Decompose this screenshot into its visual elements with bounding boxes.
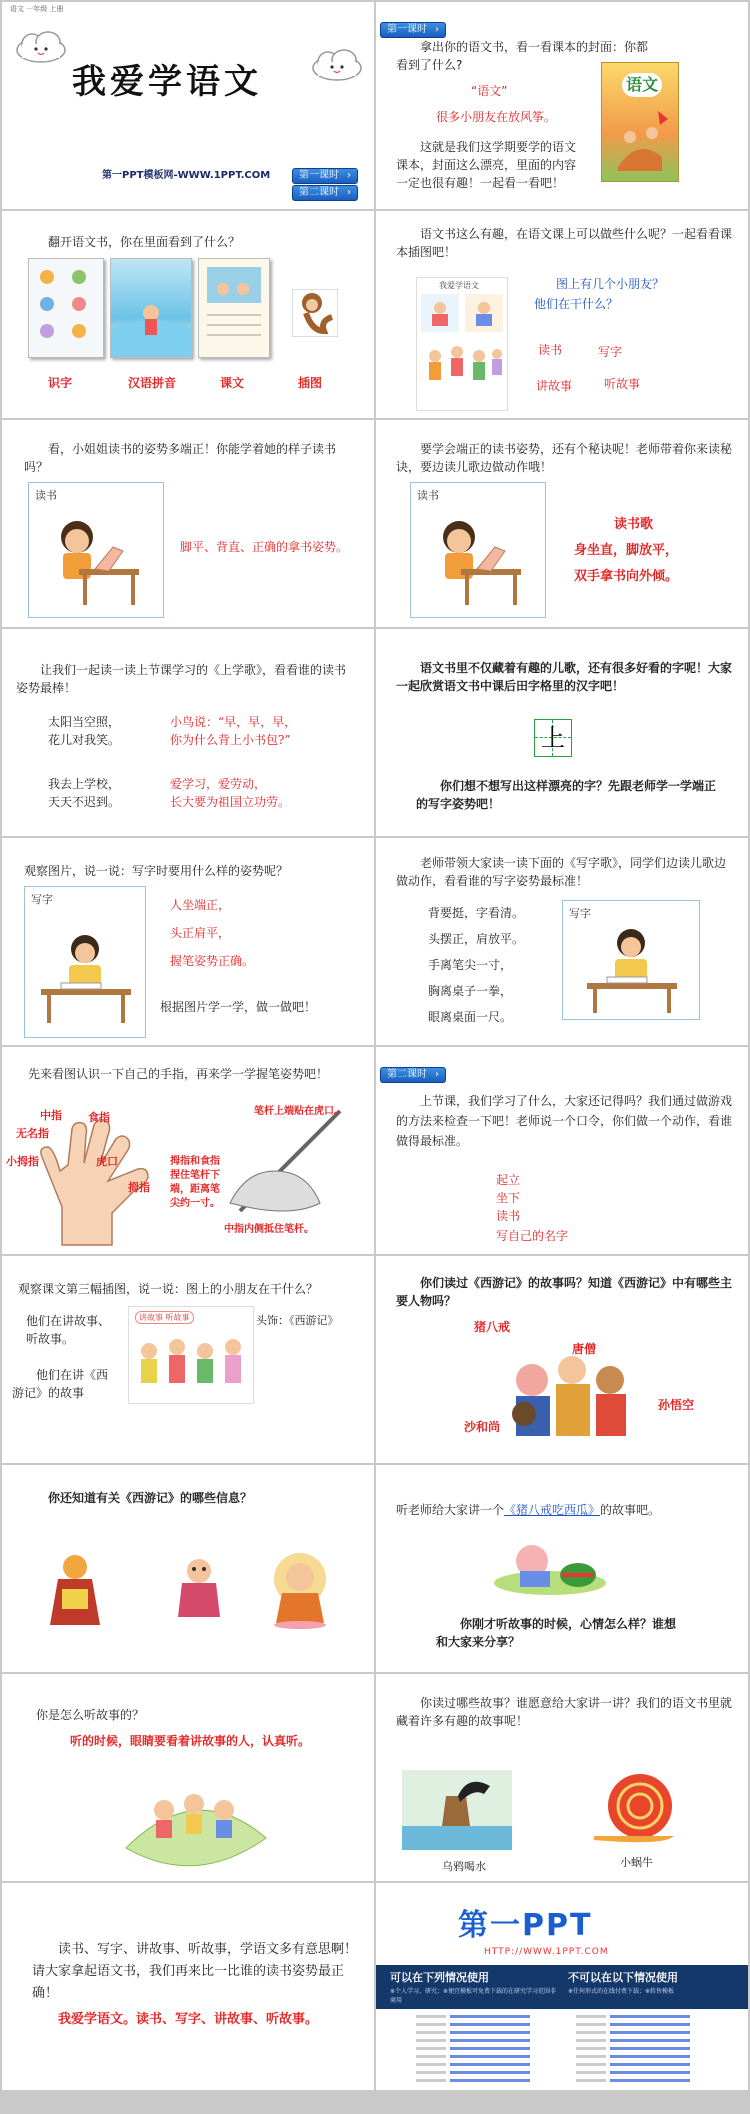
answer-2: 他们在讲《西游记》的故事 [12, 1368, 109, 1400]
slide-7-school-song [2, 629, 374, 836]
song-line-2: 双手拿书向外倾。 [574, 569, 679, 584]
finger-ring: 无名指 [16, 1127, 49, 1140]
practice-prompt: 根据图片学一学，做一做吧！ [160, 1000, 317, 1014]
literacy-page-image [28, 258, 104, 358]
brand-logo: 第一PPT [458, 1908, 593, 1943]
question-text: 要学会端正的读书姿势，还有个秘诀呢！老师带着你来读秘诀，要边读儿歌边做动作哦！ [396, 442, 733, 474]
song-title: 读书歌 [614, 517, 654, 532]
character-figure-1 [48, 1549, 102, 1629]
lesson-2-tag: 第二课时 › [380, 1067, 446, 1083]
slide-16-story-watermelon [376, 1465, 748, 1672]
question-text: 翻开语文书，你在里面看到了什么？ [48, 235, 241, 249]
crow-drinking-image [402, 1770, 512, 1850]
character-sandy: 沙和尚 [464, 1420, 501, 1434]
header-text: 语文 一年级 上册 [10, 5, 64, 13]
slide-18-stories [376, 1674, 748, 1881]
pigsy-watermelon-image [492, 1531, 610, 1595]
question-text: 让我们一起读一读上节课学习的《上学歌》，看看谁的读书姿势最棒！ [16, 663, 347, 695]
answer-1: 他们在讲故事、听故事。 [26, 1314, 111, 1346]
song-line-r1: 小鸟说：“早，早，早， [170, 715, 297, 729]
reading-girl-image [28, 482, 164, 618]
slide-12-lesson-2-game [376, 1047, 748, 1254]
story-intro [396, 1501, 660, 1519]
character-figure-3 [270, 1549, 330, 1629]
slide-6-reading-song [376, 420, 748, 627]
can-use-title: 可以在下列情况使用 [390, 1971, 489, 1984]
reflection-question: 你刚才听故事的时候，心情怎么样？谁想和大家来分享？ [436, 1617, 677, 1649]
command-3: 读书 [496, 1209, 521, 1223]
cloud-face-icon [310, 48, 364, 82]
cover-title: 语文 [622, 73, 662, 97]
page-title: 我爱学语文 [72, 62, 262, 102]
song-line-l4: 天天不迟到。 [48, 795, 121, 809]
tianzige-box [534, 719, 572, 757]
intro-text: 上节课，我们学习了什么，大家还记得吗？我们通过做游戏的方法来检查一下吧！老师说一个口令，你们做一个动作，看谁做得最标准。 [396, 1094, 733, 1148]
kids-on-leaf-image [120, 1774, 270, 1874]
pen-grip-illustration [220, 1107, 360, 1217]
image-caption: 读书 [417, 489, 439, 502]
can-use-desc: ※个人学习、研究；※便宜模板可免费下载的在研究学习范围非商用 [390, 1988, 557, 2004]
speech-bubble: 讲故事 听故事 [135, 1311, 194, 1324]
slide-2-cover-look [376, 2, 748, 209]
label-literacy: 识字 [48, 376, 73, 390]
slide-3-contents [2, 211, 374, 418]
song-line-1: 身坐直，脚放平， [574, 543, 679, 558]
slide-10-writing-song [376, 838, 748, 1045]
site-label: 第一PPT模板网-WWW.1PPT.COM [102, 170, 271, 181]
song-line-5: 眼离桌面一尺。 [428, 1010, 513, 1024]
brand-url[interactable]: HTTP://WWW.1PPT.COM [484, 1947, 609, 1957]
story-intro-suffix: 的故事吧。 [600, 1503, 661, 1517]
cloud-face-icon [14, 30, 68, 64]
grip-note-3: 中指内侧抵住笔杆。 [224, 1224, 314, 1235]
activities-illustration [416, 277, 508, 411]
grip-note-2: 拇指和食指捏住笔杆下端，距离笔尖约一寸。 [170, 1156, 220, 1209]
story-intro-prefix: 听老师给大家讲一个 [396, 1503, 505, 1517]
image-caption: 读书 [35, 489, 57, 502]
tip-2: 头正肩平， [170, 926, 231, 940]
grip-note-1: 笔杆上端贴在虎口。 [254, 1106, 344, 1117]
writing-boy-image [24, 886, 146, 1038]
question-text: 观察课文第三幅插图，说一说：图上的小朋友在干什么？ [18, 1282, 319, 1296]
slide-15-more-info [2, 1465, 374, 1672]
slide-19-summary [2, 1883, 374, 2090]
license-panel [376, 1965, 748, 2090]
lesson-2-button[interactable]: 第二课时 › [292, 185, 358, 201]
answer-text: 听的时候，眼睛要看着讲故事的人，认真听。 [70, 1734, 311, 1748]
lesson-1-button[interactable]: 第一课时 › [292, 168, 358, 184]
question-text: 你是怎么听故事的？ [36, 1708, 145, 1722]
slide-11-pen-grip [2, 1047, 374, 1254]
hukou-label: 虎口 [96, 1155, 118, 1168]
song-line-4: 胸离桌子一拳， [428, 984, 513, 998]
question-text: 你还知道有关《西游记》的哪些信息？ [48, 1491, 253, 1505]
story-label-crow: 乌鸦喝水 [442, 1860, 486, 1873]
lesson-page-image [198, 258, 270, 358]
sample-character: 上 [541, 724, 565, 752]
summary-highlight: 我爱学语文。读书、写字、讲故事、听故事。 [58, 2012, 319, 2027]
description-text: 这就是我们这学期要学的语文课本，封面这么漂亮，里面的内容一定也很有趣！一起看一看吧！ [396, 140, 577, 190]
prompt-text: 你们想不想写出这样漂亮的字？先跟老师学一学端正的写字姿势吧！ [416, 779, 717, 811]
question-text: 拿出你的语文书，看一看课本的封面：你都看到了什么? [396, 40, 649, 72]
label-pinyin: 汉语拼音 [128, 376, 177, 390]
finger-thumb: 拇指 [128, 1181, 150, 1194]
finger-little: 小拇指 [6, 1155, 39, 1168]
activity-tell: 讲故事 [536, 379, 573, 393]
intro-text: 老师带领大家读一读下面的《写字歌》，同学们边读儿歌边做动作，看看谁的写字姿势最标准！ [396, 856, 727, 888]
question-text: 你读过哪些故事？谁愿意给大家讲一讲？我们的语文书里就藏着许多有趣的故事呢！ [396, 1696, 733, 1728]
slide-1-cover [2, 2, 374, 209]
question-text: 你们读过《西游记》的故事吗？知道《西游记》中有哪些主要人物吗？ [396, 1276, 733, 1308]
posture-tip: 脚平、背直、正确的拿书姿势。 [180, 540, 349, 554]
kids-storytelling-image [128, 1306, 254, 1404]
command-1: 起立 [496, 1173, 521, 1187]
cannot-use-desc: ※任何形式的在线付费下载；※转售模板 [568, 1988, 675, 1995]
intro-text: 语文书里不仅藏着有趣的儿歌，还有很多好看的字呢！大家一起欣赏语文书中课后田字格里的汉字吧！ [396, 661, 733, 693]
activity-write: 写字 [598, 345, 623, 359]
answer-2: 很多小朋友在放风筝。 [436, 110, 557, 124]
links-area [376, 2009, 748, 2090]
question-text: 观察图片，说一说：写字时要用什么样的姿势呢？ [24, 864, 289, 878]
slide-8-characters [376, 629, 748, 836]
bubble-question-1: 图上有几个小朋友？ [556, 277, 665, 291]
character-figure-2 [172, 1555, 226, 1619]
label-lesson: 课文 [220, 376, 245, 390]
tip-1: 人坐端正， [170, 898, 231, 912]
image-caption: 写字 [31, 893, 53, 906]
cannot-use-title: 不可以在以下情况使用 [568, 1971, 678, 1984]
character-tang-monk: 唐僧 [572, 1342, 597, 1356]
illustration-caption: 我爱学语文 [439, 281, 479, 290]
activity-read: 读书 [538, 343, 563, 357]
pinyin-page-image [110, 258, 192, 358]
textbook-cover-image [601, 62, 679, 182]
song-line-l2: 花儿对我笑。 [48, 733, 121, 747]
summary-text: 读书、写字、讲故事、听故事，学语文多有意思啊！请大家拿起语文书，我们再来比一比谁的读书姿势最正确！ [32, 1942, 358, 2001]
slide-20-brand [376, 1883, 748, 2090]
finger-index: 食指 [88, 1111, 110, 1124]
character-pigsy: 猪八戒 [474, 1320, 511, 1334]
label-illustration: 插图 [298, 376, 323, 390]
slide-17-how-listen [2, 1674, 374, 1881]
tip-3: 握笔姿势正确。 [170, 954, 255, 968]
command-2: 坐下 [496, 1191, 521, 1205]
reading-girl-image [410, 482, 546, 618]
slide-9-writing-posture [2, 838, 374, 1045]
finger-middle: 中指 [40, 1109, 62, 1122]
slide-4-activities [376, 211, 748, 418]
slide-5-reading-posture [2, 420, 374, 627]
command-4: 写自己的名字 [496, 1229, 569, 1243]
song-line-l3: 我去上学校， [48, 777, 121, 791]
slide-14-journey-west [376, 1256, 748, 1463]
answer-1: “语文” [471, 84, 508, 98]
song-line-r2: 你为什么背上小书包?” [170, 733, 291, 747]
headwear-note: 头饰：《西游记》 [256, 1314, 339, 1327]
writing-boy-image [562, 900, 700, 1020]
bubble-question-2: 他们在干什么？ [534, 297, 619, 311]
song-line-1: 背要挺，字看清。 [428, 906, 525, 920]
slide-13-storytelling [2, 1256, 374, 1463]
song-line-l1: 太阳当空照， [48, 715, 121, 729]
song-line-2: 头摆正，肩放平。 [428, 932, 525, 946]
character-monkey-king: 孙悟空 [658, 1398, 695, 1412]
journey-west-characters-image [496, 1340, 646, 1444]
image-caption: 写字 [569, 907, 591, 920]
snail-image [586, 1766, 686, 1850]
lesson-1-tag: 第一课时 › [380, 22, 446, 38]
question-text: 看，小姐姐读书的姿势多端正！你能学着她的样子读书吗？ [24, 442, 337, 474]
song-line-r4: 长大要为祖国立功劳。 [170, 795, 291, 809]
activity-listen: 听故事 [604, 377, 641, 391]
question-text: 语文书这么有趣，在语文课上可以做些什么呢？一起看看课本插图吧！ [396, 227, 733, 259]
monkey-illustration [292, 289, 338, 337]
story-label-snail: 小蜗牛 [620, 1856, 653, 1869]
intro-text: 先来看图认识一下自己的手指，再来学一学握笔姿势吧！ [28, 1067, 329, 1081]
story-link[interactable]: 《猪八戒吃西瓜》 [504, 1503, 601, 1517]
song-line-3: 手离笔尖一寸， [428, 958, 513, 972]
song-line-r3: 爱学习，爱劳动， [170, 777, 267, 791]
